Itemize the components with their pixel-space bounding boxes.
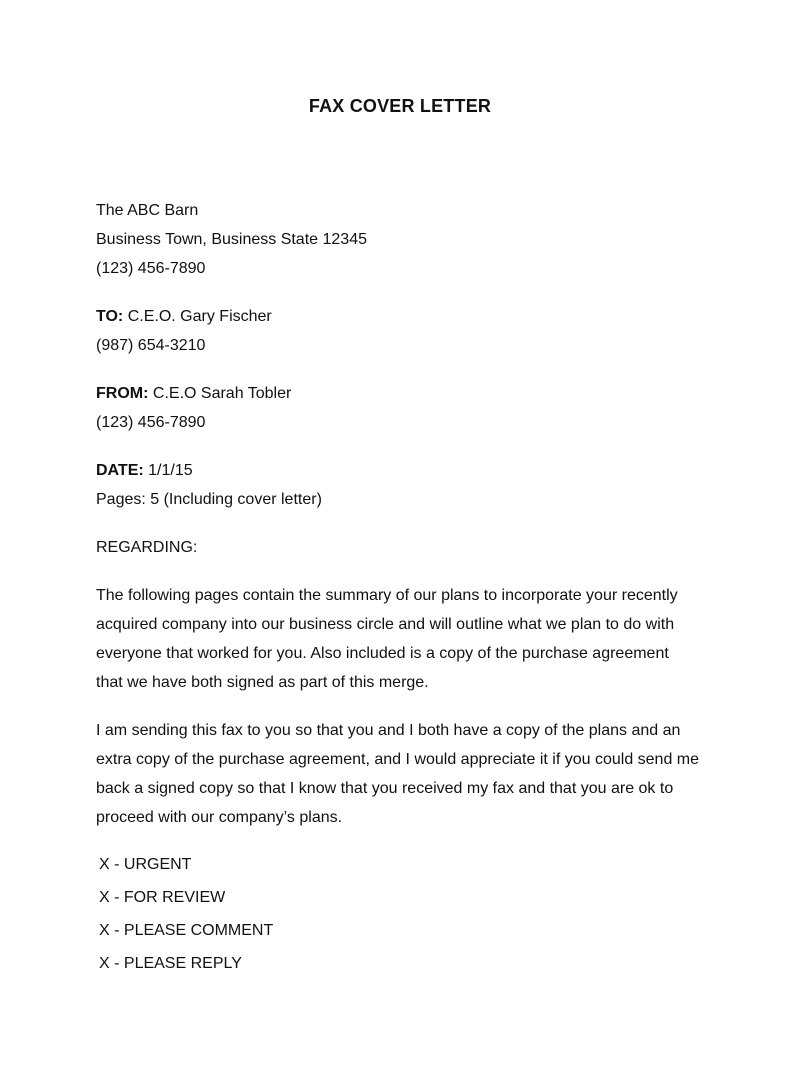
spacer [96, 437, 726, 456]
mark-for-review: X - FOR REVIEW [99, 889, 226, 906]
spacer [96, 514, 726, 533]
paragraph-1 [96, 581, 726, 697]
to-label: TO: [96, 308, 124, 325]
fax-status-marks [99, 850, 273, 982]
to-block [96, 302, 726, 360]
paragraph-2 [96, 716, 726, 832]
pages-line: Pages: 5 (Including cover letter) [96, 491, 322, 508]
paragraph-1-line: acquired company into our business circle and will outline what we plan to do with [96, 616, 675, 633]
to-name: C.E.O. Gary Fischer [127, 308, 272, 325]
sender-name: The ABC Barn [96, 202, 199, 219]
spacer [96, 283, 726, 302]
mark-please-comment: X - PLEASE COMMENT [99, 922, 274, 939]
paragraph-2-line: I am sending this fax to you so that you and I both have a copy of the plans and an [96, 722, 681, 739]
document-title: FAX COVER LETTER [308, 96, 492, 116]
sender-address: Business Town, Business State 12345 [96, 231, 367, 248]
spacer [96, 360, 726, 379]
mark-urgent: X - URGENT [99, 856, 192, 873]
sender-phone: (123) 456-7890 [96, 260, 206, 277]
regarding-label: REGARDING: [96, 539, 198, 556]
to-phone: (987) 654-3210 [96, 337, 206, 354]
paragraph-1-line: The following pages contain the summary of our plans to incorporate your recently [96, 587, 678, 604]
mark-please-reply: X - PLEASE REPLY [99, 955, 242, 972]
to-line [96, 302, 726, 331]
letter-body [96, 196, 726, 832]
from-block [96, 379, 726, 437]
from-line [96, 379, 726, 408]
spacer [96, 562, 726, 581]
from-label: FROM: [96, 385, 149, 402]
date-block [96, 456, 726, 514]
paragraph-2-line: extra copy of the purchase agreement, and I would appreciate it if you could send me [96, 751, 700, 768]
paragraph-1-line: everyone that worked for you. Also included is a copy of the purchase agreement [96, 645, 669, 662]
date-label: DATE: [96, 462, 144, 479]
from-name: C.E.O Sarah Tobler [152, 385, 292, 402]
date-line [96, 456, 726, 485]
from-phone: (123) 456-7890 [96, 414, 206, 431]
paragraph-2-line: proceed with our company’s plans. [96, 809, 343, 826]
paragraph-1-line: that we have both signed as part of this merge. [96, 674, 429, 691]
paragraph-2-line: back a signed copy so that I know that you received my fax and that you are ok to [96, 780, 674, 797]
sender-block [96, 196, 726, 283]
date-value: 1/1/15 [148, 462, 193, 479]
spacer [96, 697, 726, 716]
